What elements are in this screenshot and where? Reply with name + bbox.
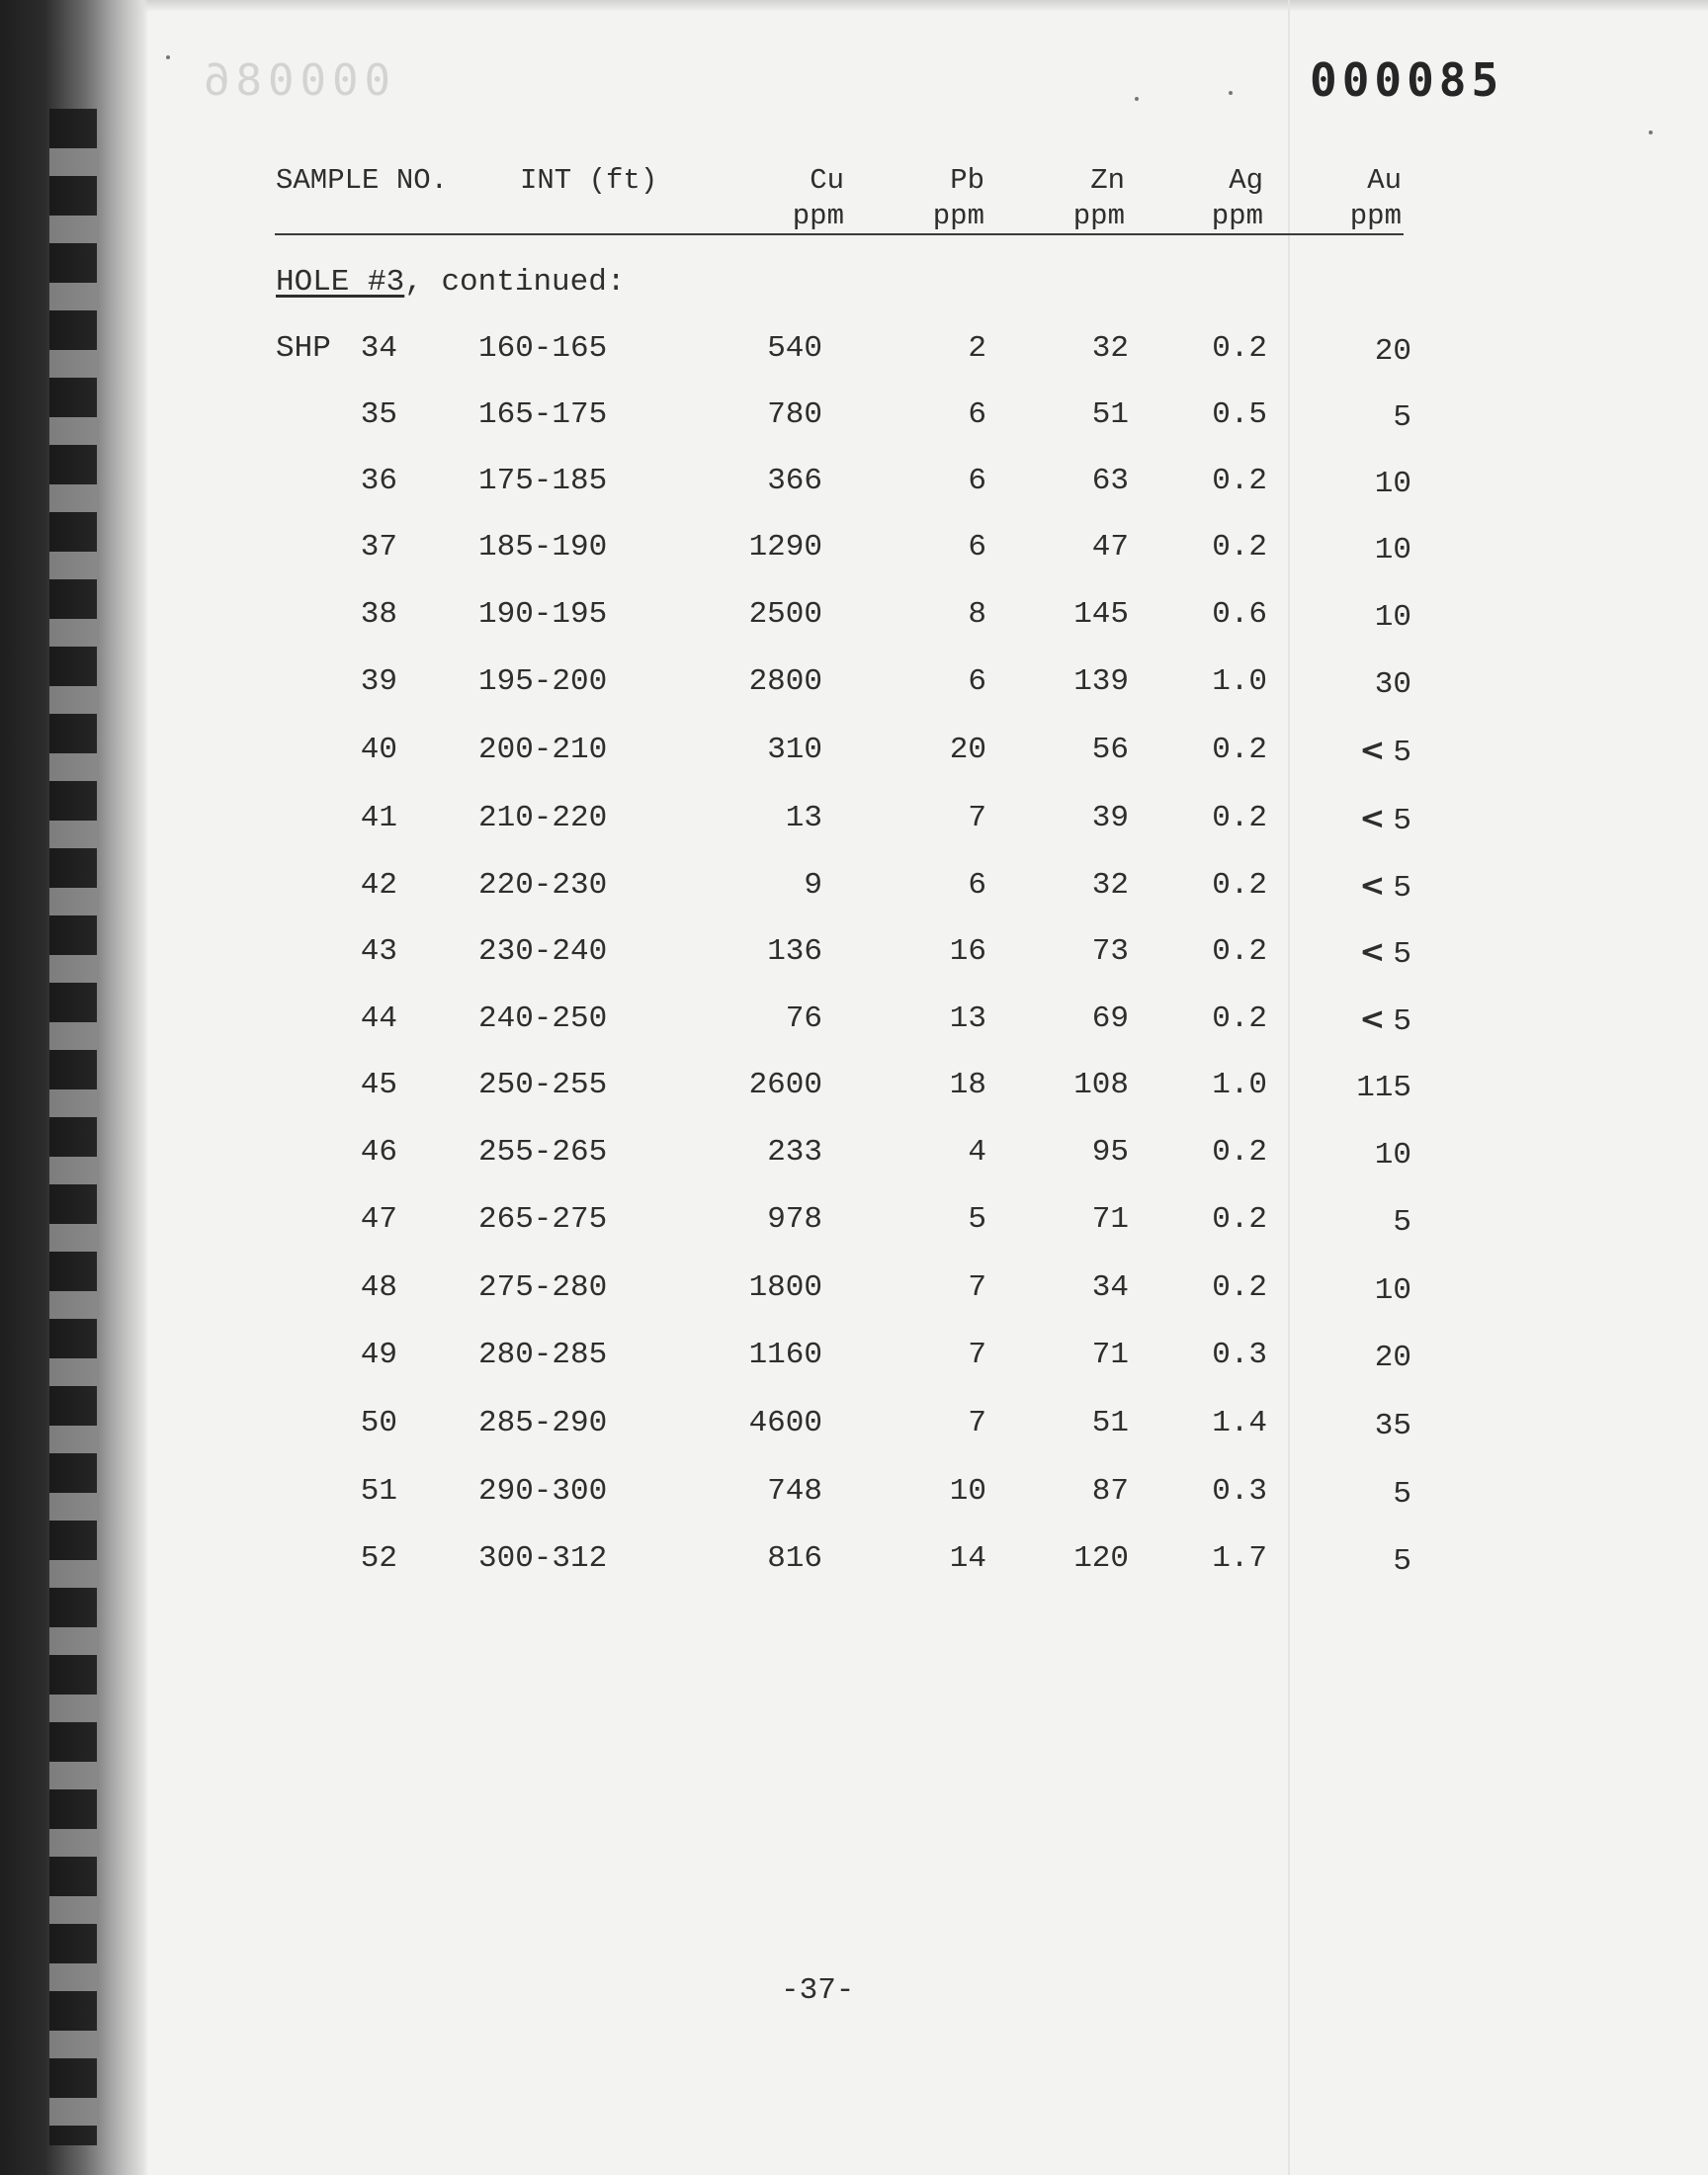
au-cell xyxy=(1315,1472,1411,1515)
cu-cell: 76 xyxy=(785,1001,822,1036)
sample-number: 41 xyxy=(360,801,397,835)
table-row xyxy=(0,799,1708,838)
sample-number: 52 xyxy=(360,1541,397,1576)
table-row xyxy=(0,329,1708,369)
sample-number: 42 xyxy=(360,868,397,903)
cu-cell: 233 xyxy=(767,1135,822,1170)
header-au-unit: ppm xyxy=(1349,200,1402,232)
table-row xyxy=(0,1472,1708,1512)
sample-number: 35 xyxy=(360,397,397,432)
interval-cell: 240-250 xyxy=(478,1001,608,1036)
pb-cell: 16 xyxy=(949,934,986,969)
zn-cell: 71 xyxy=(1091,1338,1129,1372)
zn-cell: 145 xyxy=(1073,597,1129,632)
pb-cell: 6 xyxy=(968,664,986,699)
cu-cell: 9 xyxy=(804,868,822,903)
sample-number: 34 xyxy=(360,331,397,366)
ag-cell: 0.6 xyxy=(1212,597,1267,632)
ag-cell: 0.2 xyxy=(1212,530,1267,565)
au-value: 5 xyxy=(1393,871,1411,906)
page-id-stamp: 000085 xyxy=(1310,53,1504,107)
au-cell xyxy=(1315,731,1411,773)
au-cell xyxy=(1315,799,1411,841)
au-value: 35 xyxy=(1374,1409,1411,1443)
pb-cell: 5 xyxy=(968,1202,986,1237)
pb-cell: 10 xyxy=(949,1474,986,1509)
ag-cell: 0.2 xyxy=(1212,464,1267,498)
cu-cell: 2800 xyxy=(748,664,822,699)
zn-cell: 139 xyxy=(1073,664,1129,699)
interval-cell: 195-200 xyxy=(478,664,608,699)
cu-cell: 1160 xyxy=(748,1338,822,1372)
less-than-mark: < xyxy=(1359,801,1386,836)
au-cell xyxy=(1315,1336,1411,1378)
zn-cell: 108 xyxy=(1073,1068,1129,1102)
ag-cell: 0.2 xyxy=(1212,331,1267,366)
cu-cell: 310 xyxy=(767,733,822,767)
pb-cell: 20 xyxy=(949,733,986,767)
pb-cell: 4 xyxy=(968,1135,986,1170)
table-row xyxy=(0,462,1708,501)
pb-cell: 7 xyxy=(968,1338,986,1372)
interval-cell: 220-230 xyxy=(478,868,608,903)
ag-cell: 0.2 xyxy=(1212,1270,1267,1305)
au-cell xyxy=(1315,866,1411,909)
sample-number: 38 xyxy=(360,597,397,632)
header-ag: Ag xyxy=(1229,164,1263,197)
ag-cell: 1.0 xyxy=(1212,664,1267,699)
pb-cell: 2 xyxy=(968,331,986,366)
ag-cell: 1.4 xyxy=(1212,1406,1267,1440)
ag-cell: 0.2 xyxy=(1212,1001,1267,1036)
page-number: -37- xyxy=(781,1973,855,2008)
cu-cell: 748 xyxy=(767,1474,822,1509)
pb-cell: 6 xyxy=(968,530,986,565)
sample-number: 49 xyxy=(360,1338,397,1372)
zn-cell: 32 xyxy=(1091,868,1129,903)
cu-cell: 366 xyxy=(767,464,822,498)
section-heading xyxy=(276,263,625,303)
table-row xyxy=(0,1268,1708,1308)
pb-cell: 6 xyxy=(968,397,986,432)
less-than-mark: < xyxy=(1359,733,1386,768)
zn-cell: 32 xyxy=(1091,331,1129,366)
au-cell xyxy=(1315,595,1411,638)
interval-cell: 265-275 xyxy=(478,1202,608,1237)
au-cell xyxy=(1315,528,1411,570)
header-cu: Cu xyxy=(810,164,844,197)
header-zn-unit: ppm xyxy=(1072,200,1125,232)
au-value: 5 xyxy=(1393,1004,1411,1039)
au-value: 20 xyxy=(1374,1341,1411,1375)
ag-cell: 0.2 xyxy=(1212,1135,1267,1170)
au-value: 5 xyxy=(1393,1205,1411,1240)
pb-cell: 7 xyxy=(968,1270,986,1305)
au-value: 5 xyxy=(1393,937,1411,972)
section-suffix: , continued: xyxy=(404,265,626,300)
header-au: Au xyxy=(1367,164,1402,197)
less-than-mark: < xyxy=(1359,868,1386,904)
sample-number: 48 xyxy=(360,1270,397,1305)
less-than-mark: < xyxy=(1359,1001,1386,1037)
au-value: 10 xyxy=(1374,533,1411,567)
interval-cell: 300-312 xyxy=(478,1541,608,1576)
cu-cell: 816 xyxy=(767,1541,822,1576)
interval-cell: 290-300 xyxy=(478,1474,608,1509)
au-value: 30 xyxy=(1374,667,1411,702)
zn-cell: 51 xyxy=(1091,1406,1129,1440)
au-value: 5 xyxy=(1393,1477,1411,1512)
cu-cell: 978 xyxy=(767,1202,822,1237)
cu-cell: 1800 xyxy=(748,1270,822,1305)
ag-cell: 0.5 xyxy=(1212,397,1267,432)
header-cu-unit: ppm xyxy=(792,200,844,232)
au-value: 5 xyxy=(1393,804,1411,838)
scan-speck xyxy=(1229,91,1233,95)
cu-cell: 2600 xyxy=(748,1068,822,1102)
interval-cell: 250-255 xyxy=(478,1068,608,1102)
table-row xyxy=(0,662,1708,702)
interval-cell: 285-290 xyxy=(478,1406,608,1440)
table-row xyxy=(0,1336,1708,1375)
sample-number: 47 xyxy=(360,1202,397,1237)
table-row xyxy=(0,1066,1708,1105)
scan-speck xyxy=(166,55,170,59)
au-value: 5 xyxy=(1393,736,1411,770)
sample-number: 36 xyxy=(360,464,397,498)
sample-number: 45 xyxy=(360,1068,397,1102)
ag-cell: 0.3 xyxy=(1212,1338,1267,1372)
sample-number: 46 xyxy=(360,1135,397,1170)
interval-cell: 255-265 xyxy=(478,1135,608,1170)
header-interval: INT (ft) xyxy=(520,164,658,197)
ag-cell: 0.2 xyxy=(1212,733,1267,767)
interval-cell: 280-285 xyxy=(478,1338,608,1372)
interval-cell: 230-240 xyxy=(478,934,608,969)
header-rule xyxy=(275,233,1404,235)
sample-number: 40 xyxy=(360,733,397,767)
pb-cell: 13 xyxy=(949,1001,986,1036)
ag-cell: 0.2 xyxy=(1212,801,1267,835)
zn-cell: 56 xyxy=(1091,733,1129,767)
interval-cell: 160-165 xyxy=(478,331,608,366)
cu-cell: 136 xyxy=(767,934,822,969)
cu-cell: 540 xyxy=(767,331,822,366)
au-cell xyxy=(1315,1404,1411,1446)
table-row xyxy=(0,595,1708,635)
pb-cell: 7 xyxy=(968,801,986,835)
au-value: 10 xyxy=(1374,600,1411,635)
au-value: 10 xyxy=(1374,467,1411,501)
header-pb-unit: ppm xyxy=(932,200,984,232)
sample-number: 37 xyxy=(360,530,397,565)
table-row xyxy=(0,932,1708,972)
zn-cell: 39 xyxy=(1091,801,1129,835)
pb-cell: 14 xyxy=(949,1541,986,1576)
interval-cell: 200-210 xyxy=(478,733,608,767)
zn-cell: 87 xyxy=(1091,1474,1129,1509)
zn-cell: 69 xyxy=(1091,1001,1129,1036)
table-row xyxy=(0,395,1708,435)
header-zn: Zn xyxy=(1090,164,1125,197)
ag-cell: 0.2 xyxy=(1212,868,1267,903)
au-value: 5 xyxy=(1393,1544,1411,1579)
pb-cell: 6 xyxy=(968,868,986,903)
table-row xyxy=(0,866,1708,906)
au-cell xyxy=(1315,395,1411,438)
page-top-edge-shadow xyxy=(0,0,1708,12)
au-value: 10 xyxy=(1374,1138,1411,1173)
sample-number: 44 xyxy=(360,1001,397,1036)
au-value: 5 xyxy=(1393,400,1411,435)
interval-cell: 175-185 xyxy=(478,464,608,498)
au-cell xyxy=(1315,1268,1411,1311)
table-row xyxy=(0,1404,1708,1443)
sample-number: 39 xyxy=(360,664,397,699)
sample-prefix: SHP xyxy=(276,331,331,366)
zn-cell: 120 xyxy=(1073,1541,1129,1576)
interval-cell: 185-190 xyxy=(478,530,608,565)
zn-cell: 95 xyxy=(1091,1135,1129,1170)
ag-cell: 1.7 xyxy=(1212,1541,1267,1576)
pb-cell: 7 xyxy=(968,1406,986,1440)
cu-cell: 2500 xyxy=(748,597,822,632)
au-cell xyxy=(1315,1539,1411,1582)
zn-cell: 51 xyxy=(1091,397,1129,432)
interval-cell: 210-220 xyxy=(478,801,608,835)
zn-cell: 34 xyxy=(1091,1270,1129,1305)
cu-cell: 4600 xyxy=(748,1406,822,1440)
table-row xyxy=(0,1000,1708,1039)
less-than-mark: < xyxy=(1359,934,1386,970)
sample-number: 51 xyxy=(360,1474,397,1509)
table-row xyxy=(0,1539,1708,1579)
header-sample-no: SAMPLE NO. xyxy=(276,164,449,197)
au-cell xyxy=(1315,1000,1411,1042)
au-cell xyxy=(1315,662,1411,705)
au-cell xyxy=(1315,462,1411,504)
cu-cell: 1290 xyxy=(748,530,822,565)
au-value: 20 xyxy=(1374,334,1411,369)
au-cell xyxy=(1315,1200,1411,1243)
section-title: HOLE #3 xyxy=(276,265,405,300)
header-pb: Pb xyxy=(950,164,984,197)
pb-cell: 18 xyxy=(949,1068,986,1102)
table-row xyxy=(0,1200,1708,1240)
scan-speck xyxy=(1135,97,1139,101)
pb-cell: 6 xyxy=(968,464,986,498)
au-cell xyxy=(1315,1066,1411,1108)
au-value: 10 xyxy=(1374,1273,1411,1308)
sample-number: 43 xyxy=(360,934,397,969)
au-value: 115 xyxy=(1356,1071,1411,1105)
header-ag-unit: ppm xyxy=(1211,200,1263,232)
table-row xyxy=(0,528,1708,567)
au-cell xyxy=(1315,1133,1411,1175)
au-cell xyxy=(1315,329,1411,372)
bleed-through-page-id: 000086 xyxy=(198,55,390,106)
pb-cell: 8 xyxy=(968,597,986,632)
cu-cell: 780 xyxy=(767,397,822,432)
zn-cell: 73 xyxy=(1091,934,1129,969)
au-cell xyxy=(1315,932,1411,975)
zn-cell: 47 xyxy=(1091,530,1129,565)
zn-cell: 71 xyxy=(1091,1202,1129,1237)
interval-cell: 275-280 xyxy=(478,1270,608,1305)
sample-number: 50 xyxy=(360,1406,397,1440)
ag-cell: 0.3 xyxy=(1212,1474,1267,1509)
ag-cell: 0.2 xyxy=(1212,1202,1267,1237)
table-row xyxy=(0,1133,1708,1173)
interval-cell: 190-195 xyxy=(478,597,608,632)
ag-cell: 1.0 xyxy=(1212,1068,1267,1102)
interval-cell: 165-175 xyxy=(478,397,608,432)
cu-cell: 13 xyxy=(785,801,822,835)
ag-cell: 0.2 xyxy=(1212,934,1267,969)
table-row xyxy=(0,731,1708,770)
scan-speck xyxy=(1649,130,1653,134)
zn-cell: 63 xyxy=(1091,464,1129,498)
